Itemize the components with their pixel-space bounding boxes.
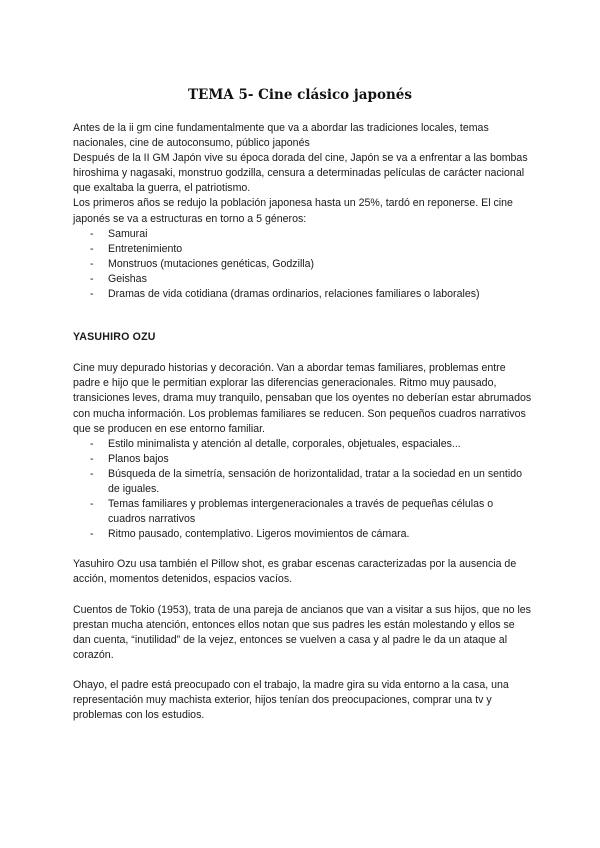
list-item: [73, 242, 533, 257]
dash-bullet: -: [90, 257, 94, 270]
intro-paragraph-1: Antes de la ii gm cine fundamentalmente que va a abordar las tradiciones locales, temas nacionales, cine de autoconsumo, público japonés: [73, 122, 489, 150]
list-item: [73, 257, 533, 272]
document-body: [73, 121, 533, 723]
list-item: [73, 437, 533, 452]
dash-bullet: -: [90, 467, 94, 480]
dash-bullet: -: [90, 452, 94, 465]
document-title: TEMA 5- Cine clásico japonés: [188, 87, 412, 103]
list-item: [73, 287, 533, 302]
list-item: [73, 272, 533, 287]
ozu-paragraph-1: Cine muy depurado historias y decoración. Van a abordar temas familiares, problemas entre padre e hijo que le permitian explorar las diferencias generacionales. Ritmo muy pausado, transiciones leves, drama muy tranquilo, pensaban que los oyentes no deberían estar abrumados con mucha información. Los problemas familiares se reducen. Son pequeños cuadros narrativos que se producen en ese entorno familiar.: [73, 362, 532, 435]
list-item-text: Planos bajos: [108, 452, 169, 465]
list-item-text: Temas familiares y problemas intergeneracionales a través de pequeñas células o cuadros narrativos: [108, 498, 494, 526]
list-item-text: Dramas de vida cotidiana (dramas ordinarios, relaciones familiares o laborales): [108, 288, 480, 301]
intro-paragraph-3: Los primeros años se redujo la población japonesa hasta un 25%, tardó en reponerse. El cine japonés se va a estructuras en torno a 5 géneros:: [73, 197, 513, 225]
dash-bullet: -: [90, 242, 94, 255]
list-item-text: Monstruos (mutaciones genéticas, Godzilla): [108, 257, 315, 270]
list-item-text: Geishas: [108, 272, 147, 285]
list-item-text: Estilo minimalista y atención al detalle, corporales, objetuales, espaciales...: [108, 437, 461, 450]
dash-bullet: -: [90, 272, 94, 285]
section-heading-ozu: YASUHIRO OZU: [73, 331, 156, 344]
dash-bullet: -: [90, 437, 94, 450]
dash-bullet: -: [90, 288, 94, 301]
ozu-paragraph-2: Yasuhiro Ozu usa también el Pillow shot, es grabar escenas caracterizadas por la ausencia de acción, momentos detenidos, espacios vacíos.: [73, 558, 517, 586]
ozu-paragraph-3: Cuentos de Tokio (1953), trata de una pareja de ancianos que van a visitar a sus hijos, que no les prestan mucha atención, entonces ellos notan que sus padres les están molestando y ellos se dan cuenta, “inutilidad” de la vejez, entonces se vuelven a casa y al padre le da un ataque al corazón.: [73, 603, 531, 661]
list-item-text: Samurai: [108, 227, 148, 240]
dash-bullet: -: [90, 528, 94, 541]
dash-bullet: -: [90, 227, 94, 240]
ozu-paragraph-4: Ohayo, el padre está preocupado con el trabajo, la madre gira su vida entorno a la casa, una representación muy machista exterior, hijos tenían dos preocupaciones, comprar una tv y problemas con los estudios.: [73, 678, 509, 722]
list-item: [73, 527, 533, 542]
list-item-text: Ritmo pausado, contemplativo. Ligeros movimientos de cámara.: [108, 528, 410, 541]
ozu-feature-list: [73, 437, 533, 543]
list-item-text: Búsqueda de la simetría, sensación de horizontalidad, tratar a la sociedad en un sentido de iguales.: [108, 467, 523, 495]
dash-bullet: -: [90, 498, 94, 511]
list-item-text: Entretenimiento: [108, 242, 183, 255]
list-item: [73, 452, 533, 467]
genre-list: [73, 227, 533, 302]
intro-paragraph-2: Después de la II GM Japón vive su época dorada del cine, Japón se va a enfrentar a las bombas hiroshima y nagasaki, monstruo godzilla, censura a determinadas películas de carácter nacional que exaltaba la guerra, el patriotismo.: [73, 152, 528, 195]
list-item: [73, 497, 533, 527]
list-item: [73, 227, 533, 242]
list-item: [73, 467, 533, 497]
